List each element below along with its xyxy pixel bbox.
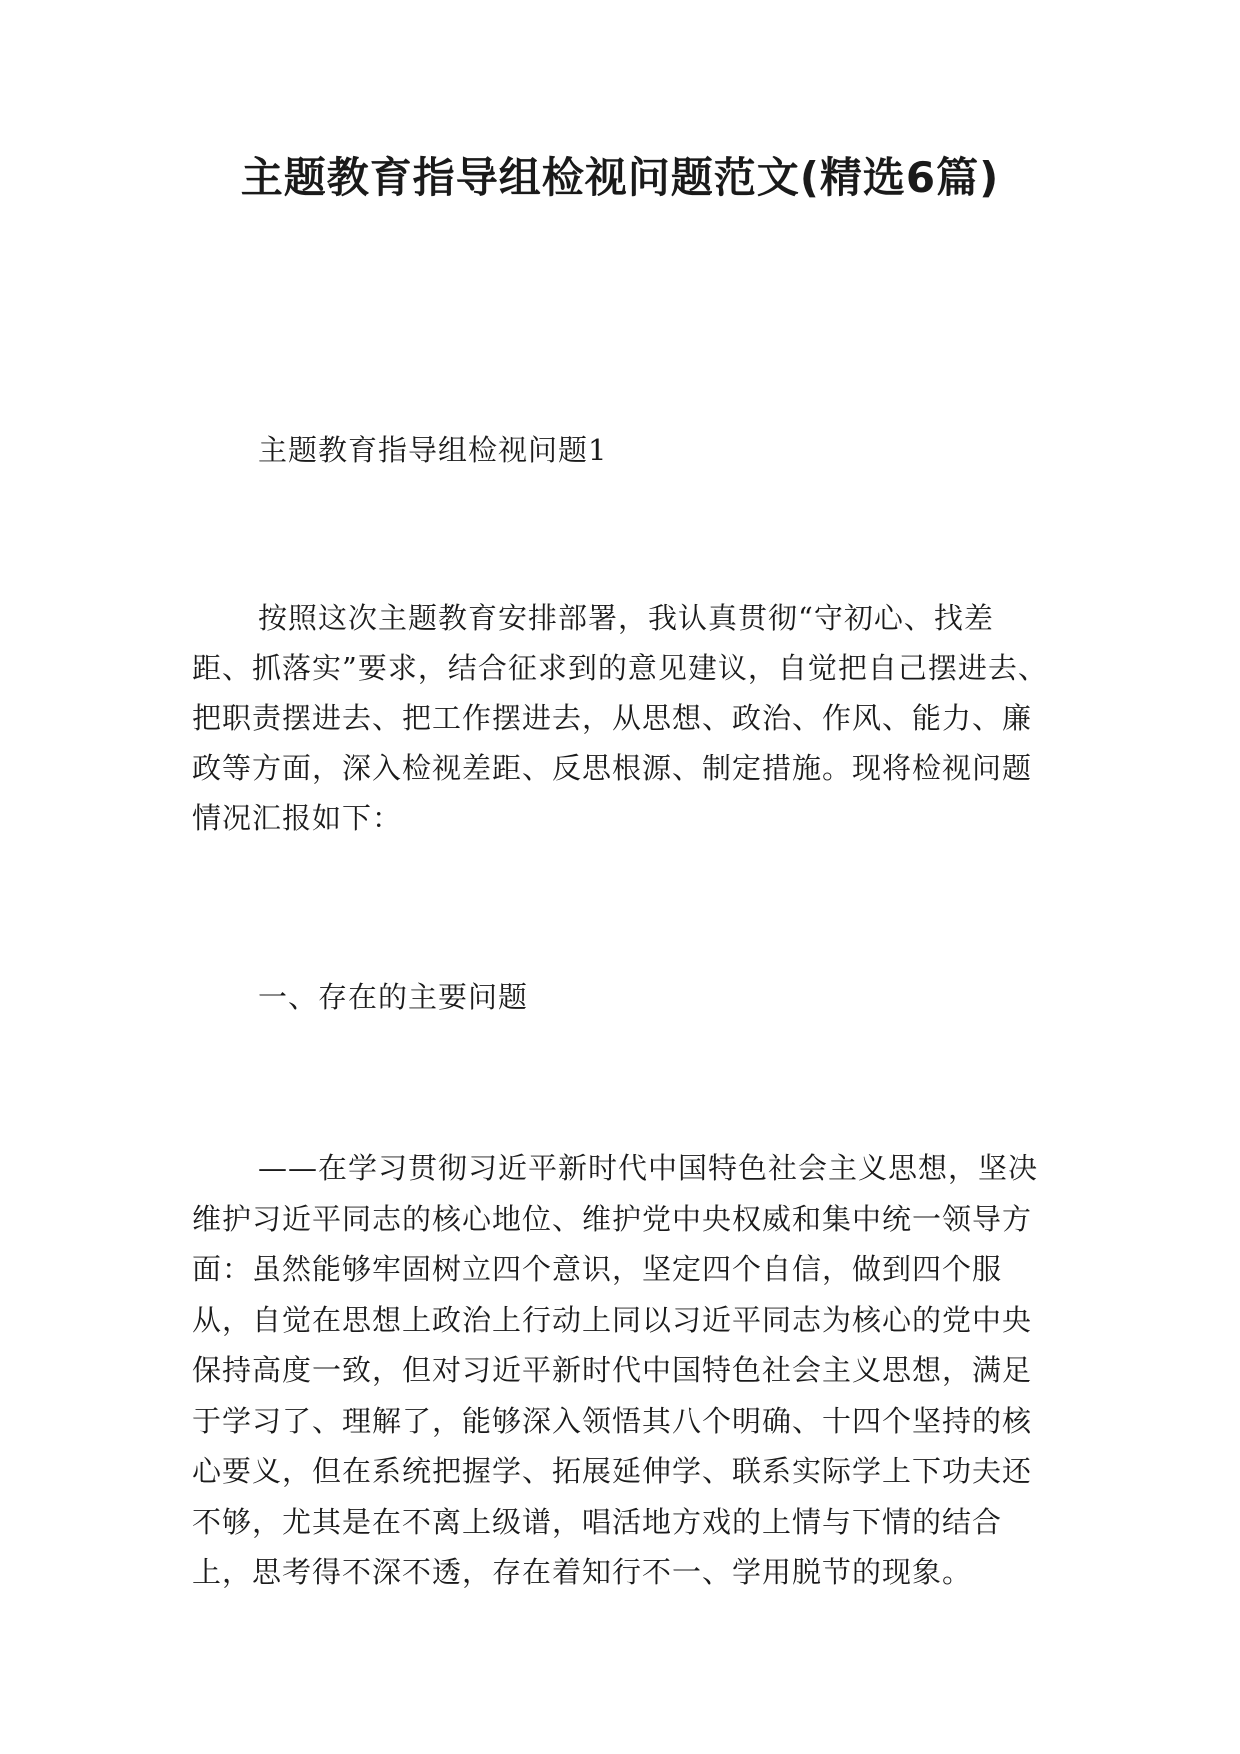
section-heading: 一、存在的主要问题 [258, 980, 529, 1014]
section-subheading: 主题教育指导组检视问题1 [258, 433, 608, 467]
intro-paragraph: 按照这次主题教育安排部署，我认真贯彻“守初心、找差距、抓落实”要求，结合征求到的意见建议，自觉把自己摆进去、把职责摆进去、把工作摆进去，从思想、政治、作风、能力、廉政等方面，深入检视差距、反思根源、制定措施。现将检视问题情况汇报如下： [192, 601, 1048, 835]
body-paragraph: ——在学习贯彻习近平新时代中国特色社会主义思想，坚决维护习近平同志的核心地位、维护党中央权威和集中统一领导方面：虽然能够牢固树立四个意识，坚定四个自信，做到四个服从，自觉在思想上政治上行动上同以习近平同志为核心的党中央保持高度一致，但对习近平新时代中国特色社会主义思想，满足于学习了、理解了，能够深入领悟其八个明确、十四个坚持的核心要义，但在系统把握学、拓展延伸学、联系实际学上下功夫还不够，尤其是在不离上级谱，唱活地方戏的上情与下情的结合上，思考得不深不透，存在着知行不一、学用脱节的现象。 [192, 1151, 1039, 1589]
document-title: 主题教育指导组检视问题范文(精选6篇) [240, 153, 1000, 202]
